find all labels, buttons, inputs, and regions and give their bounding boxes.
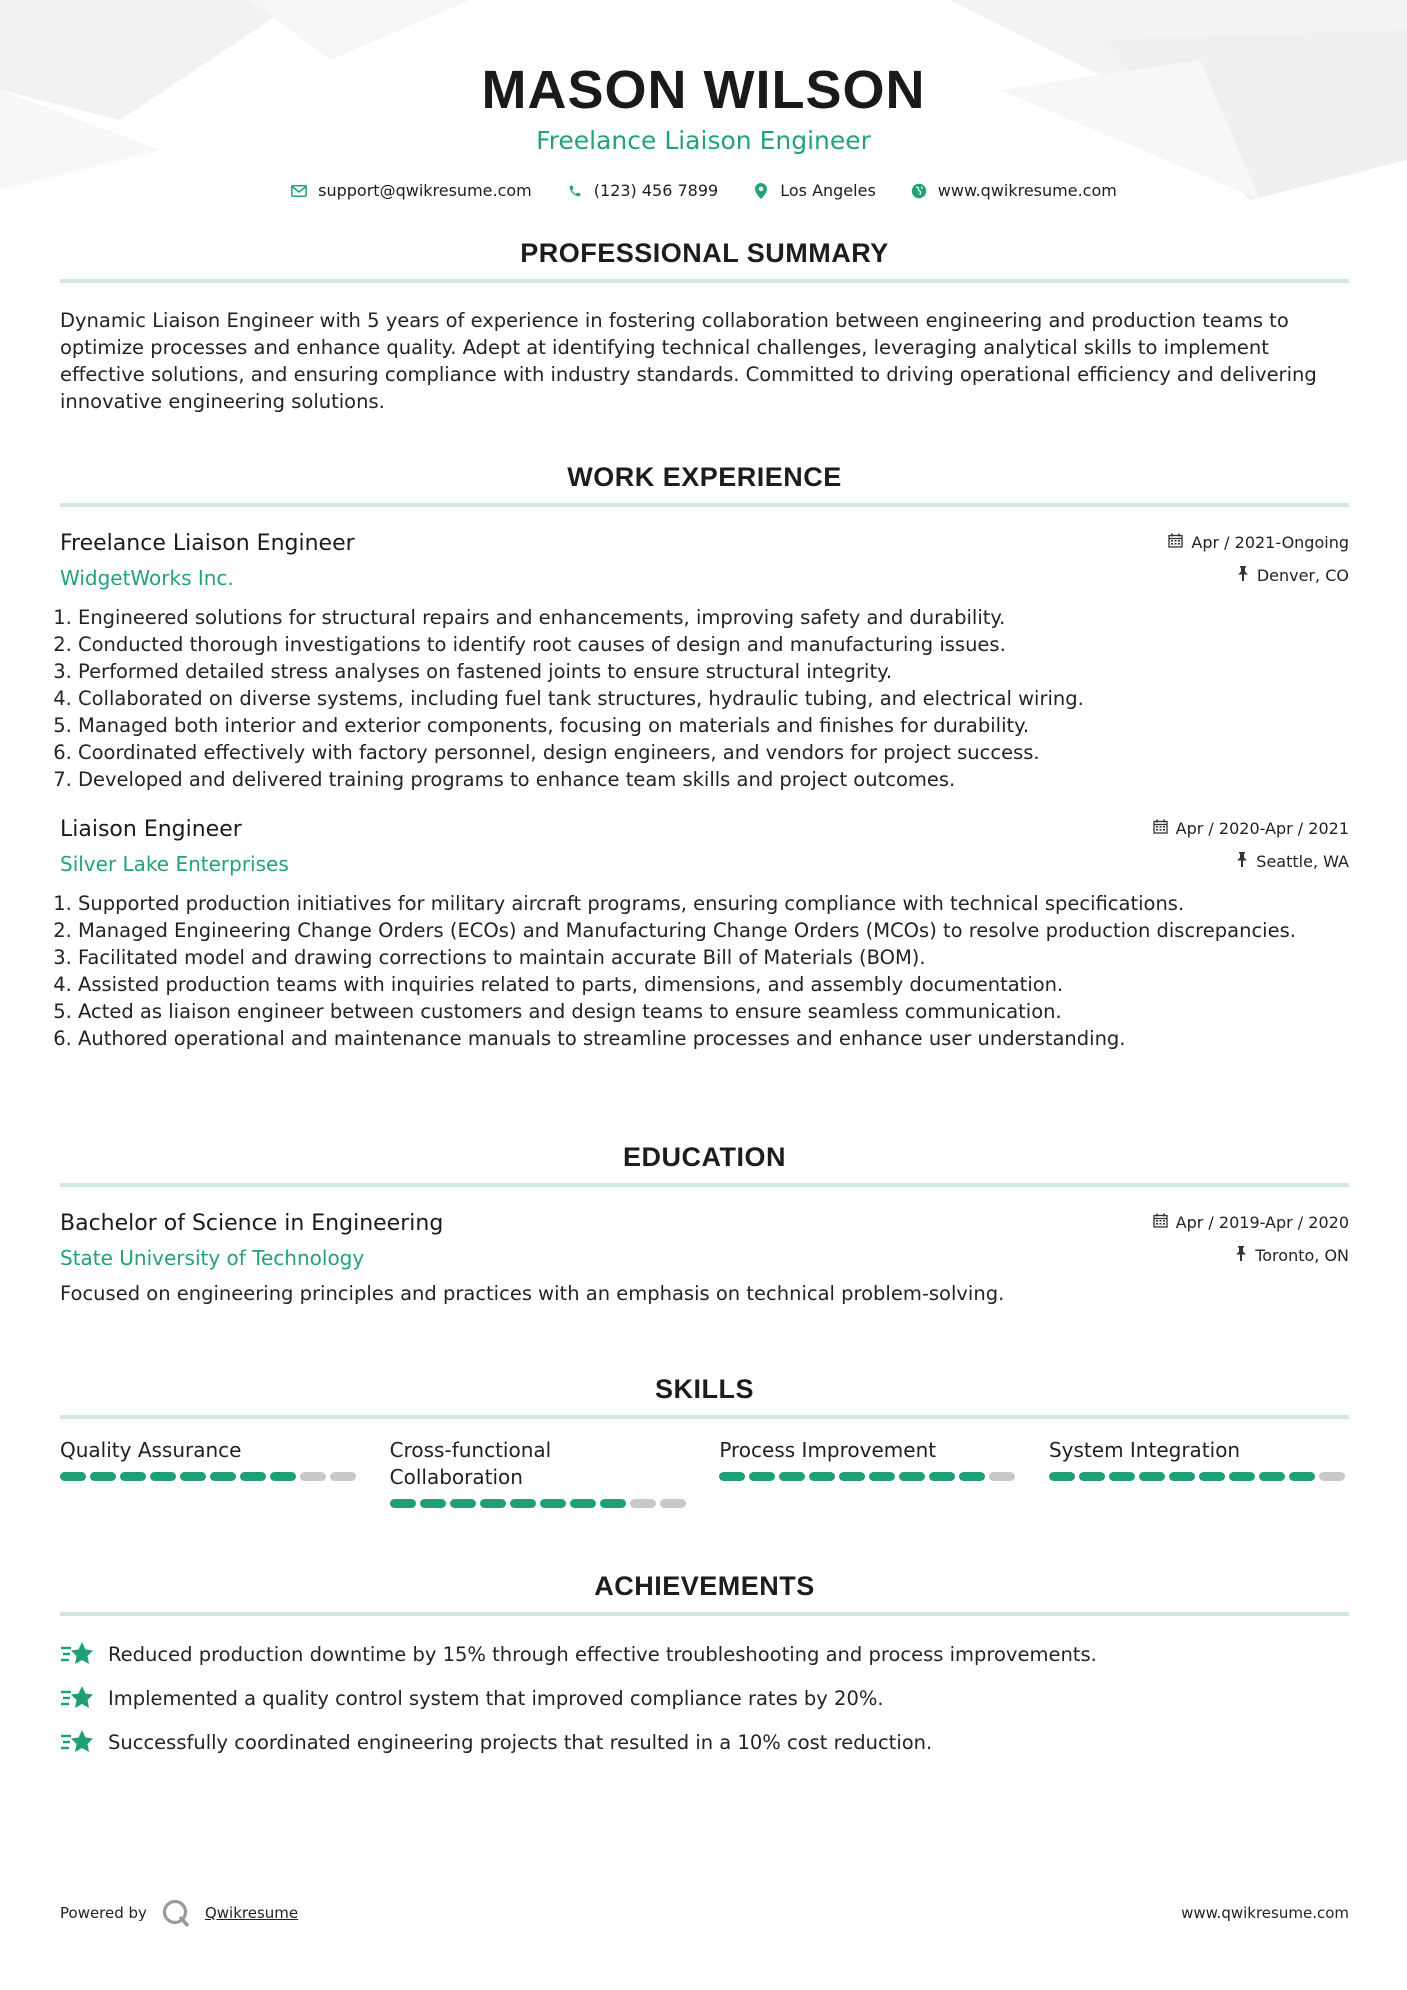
skill-item [719,1437,1019,1508]
skill-level-segment [60,1472,86,1481]
list-item: 2. Managed Engineering Change Orders (ECOs) and Manufacturing Change Orders (MCOs) to resolve production discrepancies. [78,917,1349,944]
contact-email[interactable] [290,181,532,200]
powered-by-label: Powered by [60,1904,147,1922]
pushpin-icon [1237,566,1249,585]
skill-level-segment [719,1472,745,1481]
education-description: Focused on engineering principles and practices with an emphasis on technical problem-solving. [60,1282,1005,1305]
footer-website[interactable]: www.qwikresume.com [1181,1904,1349,1922]
skill-level-segment [749,1472,775,1481]
achievements-section [60,1571,1349,1764]
education-section [60,1142,1349,1307]
skill-item [60,1437,360,1508]
company-name: Silver Lake Enterprises [60,852,289,876]
skill-name: Quality Assurance [60,1438,242,1462]
contact-website[interactable] [910,181,1117,200]
list-item: 1. Engineered solutions for structural repairs and enhancements, improving safety and durability. [78,604,1349,631]
achievement-text: Implemented a quality control system that improved compliance rates by 20%. [108,1686,884,1710]
candidate-title: Freelance Liaison Engineer [536,126,871,155]
skill-level-segment [809,1472,835,1481]
skill-level-segment [630,1499,656,1508]
skill-level-segment [660,1499,686,1508]
calendar-icon [1168,533,1183,552]
skill-level-segment [1169,1472,1195,1481]
website-text: www.qwikresume.com [937,181,1117,200]
email-text: support@qwikresume.com [318,181,532,200]
job-dates [1168,531,1349,553]
job-dates [1153,817,1349,839]
education-location [1153,1244,1349,1266]
pushpin-icon [1235,1246,1247,1265]
section-divider [60,1183,1349,1187]
job-location-text: Denver, CO [1256,565,1349,585]
summary-heading: PROFESSIONAL SUMMARY [520,238,889,268]
list-item: 5. Managed both interior and exterior components, focusing on materials and finishes for durability. [78,712,1349,739]
summary-section [60,238,1349,415]
list-item: 1. Supported production initiatives for military aircraft programs, ensuring compliance with technical specifications. [78,890,1349,917]
skill-name: Cross-functional Collaboration [389,1438,552,1489]
calendar-icon [1153,1213,1168,1232]
education-dates [1153,1211,1349,1233]
education-heading: EDUCATION [623,1142,786,1172]
skill-level-segment [330,1472,356,1481]
qwikresume-link[interactable]: Qwikresume [204,1904,299,1922]
degree-title: Bachelor of Science in Engineering [60,1211,444,1236]
job-entry [60,531,1349,793]
skill-level-segment [1259,1472,1285,1481]
experience-section [60,462,1349,1052]
resume-header [0,0,1407,200]
section-divider [60,279,1349,283]
contact-phone[interactable] [566,181,718,200]
skill-level-segment [540,1499,566,1508]
achievement-item [60,1632,1349,1676]
list-item: 4. Collaborated on diverse systems, including fuel tank structures, hydraulic tubing, and electrical wiring. [78,685,1349,712]
skill-level-segment [839,1472,865,1481]
page-footer [60,1898,1349,1928]
skill-level-segment [1319,1472,1345,1481]
skills-list [60,1437,1349,1508]
skill-level-segment [420,1499,446,1508]
location-text: Los Angeles [780,181,876,200]
job-location-text: Seattle, WA [1256,851,1349,871]
map-pin-icon [752,182,770,200]
phone-text: (123) 456 7899 [593,181,719,200]
skill-level-segment [300,1472,326,1481]
achievement-item [60,1720,1349,1764]
skill-level-segment [450,1499,476,1508]
skill-level-segment [90,1472,116,1481]
contact-bar [0,181,1407,200]
phone-icon [566,182,584,200]
skills-section [60,1374,1349,1508]
pushpin-icon [1236,852,1248,871]
school-name: State University of Technology [60,1246,365,1270]
skill-level-segment [1199,1472,1225,1481]
list-item: 3. Performed detailed stress analyses on fastened joints to ensure structural integrity. [78,658,1349,685]
skill-level-segment [1229,1472,1255,1481]
company-name: WidgetWorks Inc. [60,566,234,590]
job-dates-text: Apr / 2020-Apr / 2021 [1175,818,1349,838]
skill-level-bar [1049,1472,1349,1481]
section-divider [60,1612,1349,1616]
skill-level-segment [510,1499,536,1508]
skill-level-segment [120,1472,146,1481]
job-entry [60,817,1349,1052]
skill-level-segment [1139,1472,1165,1481]
contact-location [752,181,876,200]
job-bullets [60,604,1349,793]
list-item: 5. Acted as liaison engineer between customers and design teams to ensure seamless communication. [78,998,1349,1025]
skill-level-segment [779,1472,805,1481]
education-location-text: Toronto, ON [1255,1245,1349,1265]
list-item: 3. Facilitated model and drawing corrections to maintain accurate Bill of Materials (BOM). [78,944,1349,971]
achievement-text: Successfully coordinated engineering projects that resulted in a 10% cost reduction. [108,1730,933,1754]
education-dates-text: Apr / 2019-Apr / 2020 [1175,1212,1349,1232]
skill-level-segment [1049,1472,1075,1481]
summary-text: Dynamic Liaison Engineer with 5 years of experience in fostering collaboration between engineering and production teams to optimize processes and enhance quality. Adept at identifying technical challenges, leveraging analytical skills to implement effective solutions, and ensuring compliance with industry standards. Committed to driving operational efficiency and delivering innovative engineering solutions. [60,309,1317,413]
list-item: 7. Developed and delivered training programs to enhance team skills and project outcomes. [78,766,1349,793]
skill-level-bar [719,1472,1019,1481]
skill-level-segment [1289,1472,1315,1481]
skill-name: Process Improvement [719,1438,937,1462]
skill-level-bar [60,1472,360,1481]
section-divider [60,503,1349,507]
achievements-heading: ACHIEVEMENTS [594,1571,815,1601]
envelope-icon [290,182,308,200]
job-location [1153,850,1349,872]
skill-level-segment [899,1472,925,1481]
skill-level-segment [570,1499,596,1508]
skill-level-segment [1109,1472,1135,1481]
skill-level-bar [390,1499,690,1508]
job-location [1168,564,1349,586]
achievement-item [60,1676,1349,1720]
job-dates-text: Apr / 2021-Ongoing [1191,532,1349,552]
experience-heading: WORK EXPERIENCE [567,462,842,492]
skill-level-segment [869,1472,895,1481]
shooting-star-icon [60,1639,94,1669]
candidate-name: MASON WILSON [481,60,926,120]
skill-level-segment [150,1472,176,1481]
job-title: Freelance Liaison Engineer [60,531,355,556]
shooting-star-icon [60,1683,94,1713]
skill-level-segment [210,1472,236,1481]
achievement-text: Reduced production downtime by 15% through effective troubleshooting and process improvements. [108,1642,1097,1666]
section-divider [60,1415,1349,1419]
list-item: 6. Authored operational and maintenance manuals to streamline processes and enhance user understanding. [78,1025,1349,1052]
achievements-list [60,1632,1349,1764]
skill-level-segment [180,1472,206,1481]
globe-icon [910,182,928,200]
skill-item [390,1437,690,1508]
skill-level-segment [929,1472,955,1481]
skill-name: System Integration [1048,1438,1241,1462]
list-item: 6. Coordinated effectively with factory personnel, design engineers, and vendors for project success. [78,739,1349,766]
shooting-star-icon [60,1727,94,1757]
skill-level-segment [240,1472,266,1481]
skill-item [1049,1437,1349,1508]
list-item: 4. Assisted production teams with inquiries related to parts, dimensions, and assembly documentation. [78,971,1349,998]
skill-level-segment [989,1472,1015,1481]
qwikresume-logo-icon [161,1898,191,1928]
job-bullets [60,890,1349,1052]
skill-level-segment [959,1472,985,1481]
skill-level-segment [270,1472,296,1481]
calendar-icon [1153,819,1168,838]
list-item: 2. Conducted thorough investigations to identify root causes of design and manufacturing issues. [78,631,1349,658]
skills-heading: SKILLS [654,1374,754,1404]
skill-level-segment [600,1499,626,1508]
skill-level-segment [390,1499,416,1508]
job-title: Liaison Engineer [60,817,242,842]
skill-level-segment [480,1499,506,1508]
skill-level-segment [1079,1472,1105,1481]
